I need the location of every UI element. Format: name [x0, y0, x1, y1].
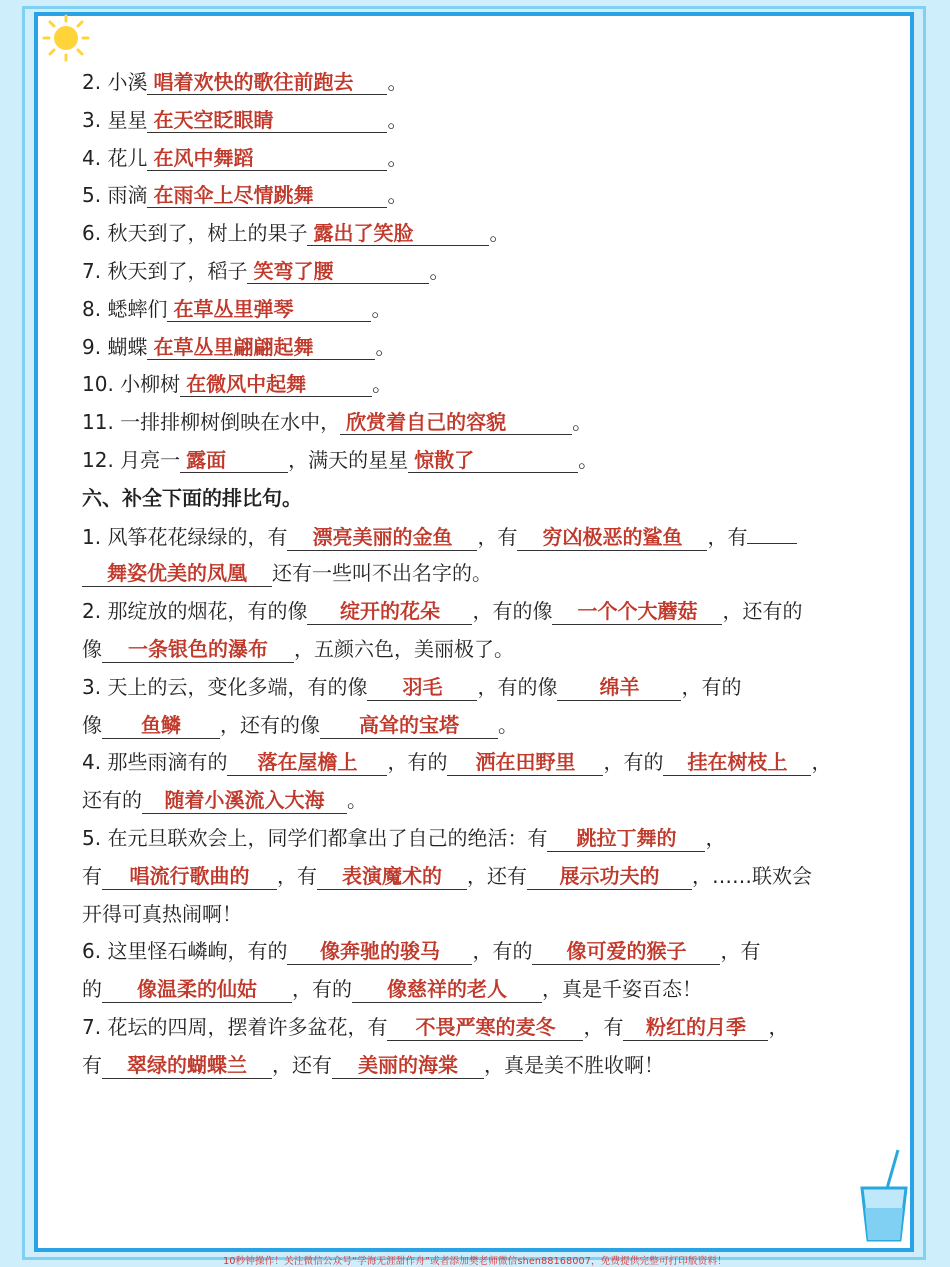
list-item: 6. 这里怪石嶙峋，有的 像奔驰的骏马 ，有的 像可爱的猴子 ，有: [82, 939, 761, 964]
answer-blank: [747, 518, 797, 544]
answer-blank: 欣赏着自己的容貌: [340, 410, 572, 435]
list-item: 10. 小柳树 在微风中起舞 。: [82, 372, 393, 397]
answer-blank: 羽毛: [367, 675, 477, 701]
answer-blank: 在微风中起舞: [180, 372, 372, 397]
answer-blank: 像奔驰的骏马: [287, 939, 472, 965]
answer-blank: 唱着欢快的歌往前跑去: [147, 70, 387, 95]
list-item: 2. 小溪 唱着欢快的歌往前跑去 。: [82, 70, 408, 94]
answer-blank: 露出了笑脸: [307, 221, 489, 246]
answer-blank: 一条银色的瀑布: [102, 637, 294, 663]
section-heading: 六、补全下面的排比句。: [82, 485, 302, 510]
answer-blank: 美丽的海棠: [332, 1053, 484, 1079]
answer-blank: 跳拉丁舞的: [547, 826, 705, 852]
list-item: 还有的 随着小溪流入大海 。: [82, 788, 367, 813]
list-item: 有 唱流行歌曲的 ，有 表演魔术的 ，还有 展示功夫的 ，……联欢会: [82, 863, 812, 888]
answer-blank: 表演魔术的: [317, 864, 467, 890]
answer-blank: 像可爱的猴子: [532, 939, 720, 965]
answer-blank: 笑弯了腰: [247, 259, 429, 284]
answer-blank: 像慈祥的老人: [352, 977, 542, 1003]
answer-blank: 展示功夫的: [527, 864, 692, 890]
answer-blank: 高耸的宝塔: [320, 713, 498, 739]
answer-blank: 绵羊: [557, 675, 681, 701]
answer-blank: 穷凶极恶的鲨鱼: [517, 525, 707, 551]
list-item: 4. 那些雨滴有的 落在屋檐上 ，有的 洒在田野里 ，有的 挂在树枝上 ，: [82, 750, 832, 775]
list-item: 8. 蟋蟀们 在草丛里弹琴 。: [82, 296, 392, 321]
answer-blank: 在雨伞上尽情跳舞: [147, 183, 387, 208]
list-item: 3. 天上的云，变化多端，有的像 羽毛 ，有的像 绵羊 ，有的: [82, 674, 742, 699]
answer-blank: 漂亮美丽的金鱼: [287, 525, 477, 551]
footer-notice: 10秒钟操作！关注微信公众号“学海无涯甜作舟”或者添加樊老师微信shen88168007，免费提供完整可打印版资料！: [223, 1256, 727, 1267]
answer-blank: 露面: [180, 448, 288, 473]
drinking-cup-icon: [852, 1148, 916, 1244]
list-item: 12. 月亮一 露面 ，满天的星星 惊散了 。: [82, 447, 599, 472]
answer-blank: 鱼鳞: [102, 713, 220, 739]
answer-blank: 舞姿优美的凤凰: [82, 561, 272, 587]
answer-blank: 洒在田野里: [447, 750, 603, 776]
answer-blank: 在草丛里弹琴: [167, 297, 371, 322]
list-item: 2. 那绽放的烟花，有的像 绽开的花朵 ，有的像 一个个大蘑菇 ，还有的: [82, 599, 803, 624]
answer-blank: 落在屋檐上: [227, 750, 387, 776]
answer-blank: 在草丛里翩翩起舞: [147, 335, 375, 360]
list-item: 5. 雨滴 在雨伞上尽情跳舞 。: [82, 183, 408, 208]
list-item: 的 像温柔的仙姑 ，有的 像慈祥的老人 ，真是千姿百态！: [82, 977, 702, 1002]
answer-blank: 像温柔的仙姑: [102, 977, 292, 1003]
list-item: 像 鱼鳞 ，还有的像 高耸的宝塔 。: [82, 712, 518, 737]
list-item: 5. 在元旦联欢会上，同学们都拿出了自己的绝活：有 跳拉丁舞的 ，: [82, 825, 726, 850]
answer-blank: 不畏严寒的麦冬: [387, 1015, 583, 1041]
answer-blank: 在天空眨眼睛: [147, 108, 387, 133]
answer-blank: 随着小溪流入大海: [142, 788, 347, 814]
list-item: 1. 风筝花花绿绿的，有 漂亮美丽的金鱼 ，有 穷凶极恶的鲨鱼 ，有: [82, 518, 872, 556]
answer-blank: 翠绿的蝴蝶兰: [102, 1053, 272, 1079]
answer-blank: 一个个大蘑菇: [552, 599, 722, 625]
list-item: 11. 一排排柳树倒映在水中， 欣赏着自己的容貌 。: [82, 410, 593, 435]
answer-blank: 惊散了: [408, 448, 578, 473]
sun-icon: [40, 12, 92, 64]
worksheet-content: [82, 64, 872, 1085]
list-item: 像 一条银色的瀑布 ，五颜六色，美丽极了。: [82, 636, 514, 661]
list-item: 6. 秋天到了，树上的果子 露出了笑脸 。: [82, 221, 510, 246]
answer-blank: 唱流行歌曲的: [102, 864, 277, 890]
list-item: 有 翠绿的蝴蝶兰 ，还有 美丽的海棠 ，真是美不胜收啊！: [82, 1052, 664, 1077]
list-item: 舞姿优美的凤凰 还有一些叫不出名字的。: [82, 555, 872, 593]
list-item: 3. 星星 在天空眨眼睛 。: [82, 107, 408, 132]
list-item: 7. 花坛的四周，摆着许多盆花，有 不畏严寒的麦冬 ，有 粉红的月季 ，: [82, 1014, 789, 1039]
list-item: 7. 秋天到了，稻子 笑弯了腰 。: [82, 258, 450, 283]
list-item: 4. 花儿 在风中舞蹈 。: [82, 145, 408, 170]
list-item: 开得可真热闹啊！: [82, 901, 242, 926]
answer-blank: 挂在树枝上: [663, 750, 811, 776]
answer-blank: 绽开的花朵: [307, 599, 472, 625]
answer-blank: 粉红的月季: [623, 1015, 768, 1041]
answer-blank: 在风中舞蹈: [147, 146, 387, 171]
list-item: 9. 蝴蝶 在草丛里翩翩起舞 。: [82, 334, 396, 359]
